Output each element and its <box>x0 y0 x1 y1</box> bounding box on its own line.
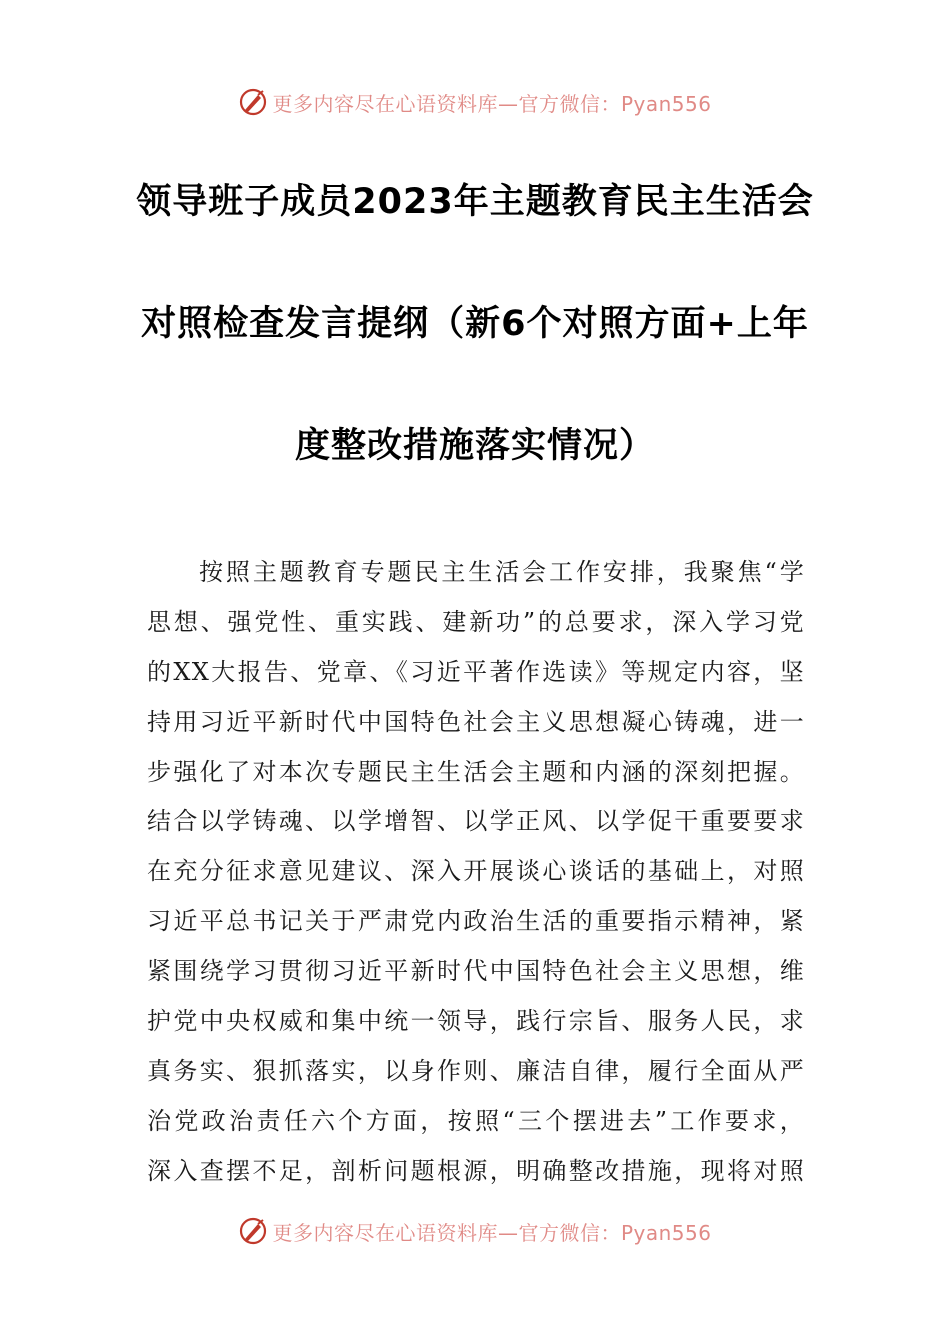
document-title-line-2: 对照检查发言提纲（新6个对照方面+上年 <box>141 304 809 344</box>
body-line-7: 在充分征求意见建议、深入开展谈心谈话的基础上，对照 <box>147 857 805 886</box>
header-watermark <box>0 82 950 122</box>
body-line-11: 真务实、狠抓落实，以身作则、廉洁自律，履行全面从严 <box>147 1056 805 1085</box>
body-line-5: 步强化了对本次专题民主生活会主题和内涵的深刻把握。 <box>147 757 805 786</box>
quill-pen-logo-icon <box>238 87 268 117</box>
watermark-text: 更多内容尽在心语资料库—官方微信：Pyan556 <box>272 1220 712 1245</box>
body-line-10: 护党中央权威和集中统一领导，践行宗旨、服务人民，求 <box>147 1007 805 1036</box>
quill-pen-logo-icon <box>238 1216 268 1246</box>
body-line-8: 习近平总书记关于严肃党内政治生活的重要指示精神，紧 <box>147 907 805 936</box>
body-line-9: 紧围绕学习贯彻习近平新时代中国特色社会主义思想，维 <box>147 957 805 986</box>
document-title-line-3: 度整改措施落实情况） <box>294 426 655 466</box>
body-line-2: 思想、强党性、重实践、建新功”的总要求，深入学习党 <box>147 607 805 636</box>
body-line-6: 结合以学铸魂、以学增智、以学正风、以学促干重要要求 <box>147 807 805 836</box>
body-line-12: 治党政治责任六个方面，按照“三个摆进去”工作要求， <box>147 1106 805 1135</box>
body-line-1: 按照主题教育专题民主生活会工作安排，我聚焦“学 <box>199 558 805 586</box>
watermark-text: 更多内容尽在心语资料库—官方微信：Pyan556 <box>272 91 712 116</box>
body-line-3: 的XX大报告、党章、《习近平著作选读》等规定内容，坚 <box>147 657 805 686</box>
document-title-line-1: 领导班子成员2023年主题教育民主生活会 <box>136 182 814 222</box>
body-line-4: 持用习近平新时代中国特色社会主义思想凝心铸魂，进一 <box>147 707 805 736</box>
footer-watermark <box>0 1211 950 1251</box>
body-line-13: 深入查摆不足，剖析问题根源，明确整改措施，现将对照 <box>147 1156 805 1185</box>
body-paragraph <box>147 548 805 1197</box>
